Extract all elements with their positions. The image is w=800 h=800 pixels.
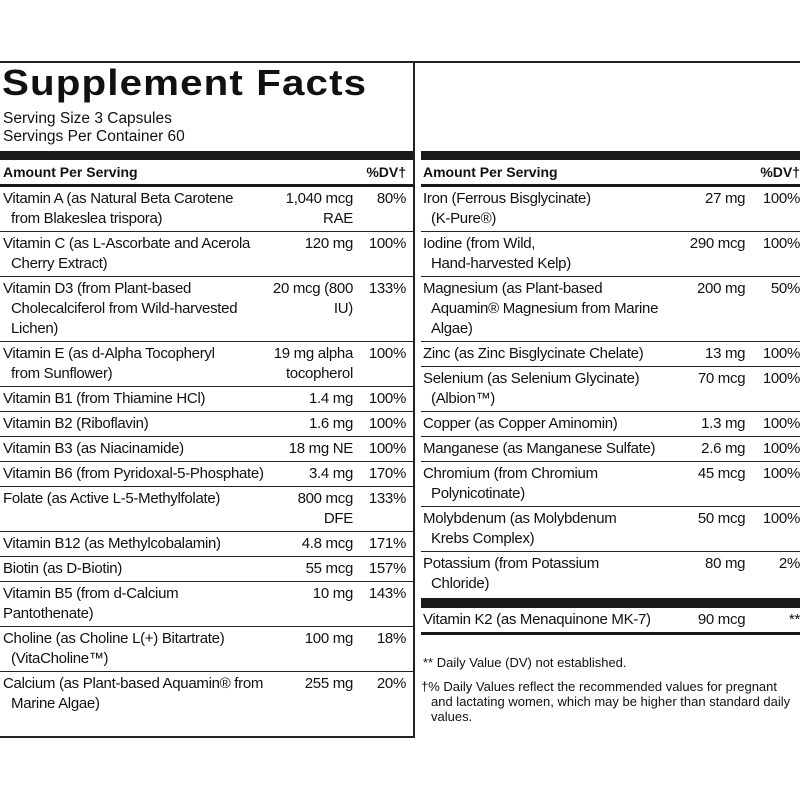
nutrient-row [0, 487, 413, 532]
nutrient-amount: 90 mcg [697, 611, 746, 628]
nutrient-row [0, 412, 413, 437]
servings-per-container: Servings Per Container 60 [3, 128, 185, 145]
nutrient-name: Iodine (from Wild, [423, 235, 536, 252]
nutrient-row [0, 462, 413, 487]
nutrient-name: Vitamin C (as L-Ascorbate and Acerola [3, 235, 251, 252]
nutrient-dv: 171% [368, 535, 406, 552]
nutrient-row [421, 412, 800, 437]
nutrient-row [0, 277, 413, 342]
nutrient-name: Chromium (from Chromium [423, 465, 598, 482]
nutrient-row [421, 367, 800, 412]
table-header [421, 160, 800, 187]
nutrient-name: Vitamin E (as d-Alpha Tocopheryl [3, 345, 215, 362]
nutrient-dv: 143% [368, 585, 406, 602]
nutrient-name-continued: Cholecalciferol from Wild-harvested Lichen) [11, 300, 238, 337]
nutrient-name: Calcium (as Plant-based Aquamin® from [3, 675, 264, 692]
nutrient-amount: 290 mcg [689, 235, 746, 252]
nutrient-dv: 2% [778, 555, 800, 572]
nutrient-amount: 13 mg [705, 345, 746, 362]
nutrient-dv: 100% [368, 440, 406, 457]
nutrient-amount: 18 mg NE [288, 440, 353, 457]
nutrient-row [0, 582, 413, 627]
nutrient-dv: 100% [762, 235, 800, 252]
nutrient-row [421, 342, 800, 367]
dv-header: %DV† [760, 164, 800, 180]
nutrient-dv: 50% [770, 280, 800, 297]
bottom-rule [0, 736, 415, 738]
nutrient-name: Vitamin D3 (from Plant-based [3, 280, 192, 297]
nutrient-name: Zinc (as Zinc Bisglycinate Chelate) [423, 345, 644, 362]
nutrient-row [0, 232, 413, 277]
nutrient-amount: 3.4 mg [308, 465, 353, 482]
nutrient-dv: 100% [762, 370, 800, 387]
nutrient-dv: 100% [368, 390, 406, 407]
nutrient-amount: 80 mg [705, 555, 746, 572]
nutrient-name: Vitamin B2 (Riboflavin) [3, 415, 149, 432]
nutrient-row [421, 232, 800, 277]
nutrient-name: Selenium (as Selenium Glycinate) [423, 370, 640, 387]
nutrient-name: Vitamin B12 (as Methylcobalamin) [3, 535, 221, 552]
nutrient-dv: 133% [368, 490, 406, 507]
nutrient-amount: 100 mg [304, 630, 353, 647]
thick-rule [421, 598, 800, 608]
nutrient-row [421, 462, 800, 507]
left-rows [0, 187, 413, 716]
nutrient-row [0, 532, 413, 557]
nutrient-name-continued: Hand-harvested Kelp) [431, 255, 571, 272]
nutrient-amount: 1,040 mcg RAE [285, 190, 353, 227]
nutrient-dv: 18% [376, 630, 406, 647]
nutrient-dv: 170% [368, 465, 406, 482]
nutrient-dv: 100% [762, 345, 800, 362]
nutrient-row [421, 187, 800, 232]
nutrient-amount: 10 mg [312, 585, 353, 602]
nutrient-row-k2 [421, 608, 800, 635]
nutrient-name-continued: from Blakeslea trispora) [11, 210, 163, 227]
nutrient-amount: 45 mcg [697, 465, 746, 482]
nutrient-dv: 100% [368, 235, 406, 252]
nutrient-dv: 100% [762, 465, 800, 482]
nutrient-name-continued: (VitaCholine™) [11, 650, 109, 667]
nutrient-row [421, 437, 800, 462]
left-nutrient-table [0, 151, 413, 716]
thick-rule [0, 151, 413, 160]
nutrient-name-continued: Polynicotinate) [431, 485, 525, 502]
nutrient-dv: 100% [762, 440, 800, 457]
nutrient-amount: 50 mcg [697, 510, 746, 527]
nutrient-row [421, 507, 800, 552]
nutrient-name: Choline (as Choline L(+) Bitartrate) [3, 630, 225, 647]
nutrient-amount: 2.6 mg [701, 440, 746, 457]
nutrient-row [0, 187, 413, 232]
nutrient-dv: 20% [376, 675, 406, 692]
nutrient-amount: 70 mcg [697, 370, 746, 387]
nutrient-amount: 800 mcg DFE [297, 490, 353, 527]
nutrient-name: Iron (Ferrous Bisglycinate) [423, 190, 591, 207]
footnote-dv-not-established: ** Daily Value (DV) not established. [423, 655, 627, 670]
nutrient-row [0, 672, 413, 716]
nutrient-name: Vitamin K2 (as Menaquinone MK-7) [423, 611, 651, 628]
nutrient-row [421, 277, 800, 342]
nutrient-name-continued: Cherry Extract) [11, 255, 108, 272]
nutrient-amount: 200 mg [697, 280, 746, 297]
nutrient-amount: 4.8 mcg [301, 535, 353, 552]
nutrient-name: Manganese (as Manganese Sulfate) [423, 440, 656, 457]
nutrient-amount: 1.3 mg [701, 415, 746, 432]
nutrient-dv: 133% [368, 280, 406, 297]
right-rows [421, 187, 800, 596]
nutrient-amount: 20 mcg (800 IU) [272, 280, 353, 317]
nutrient-amount: 27 mg [705, 190, 746, 207]
label-title: Supplement Facts [2, 62, 368, 103]
nutrient-amount: 1.6 mg [308, 415, 353, 432]
nutrient-name-continued: (K-Pure®) [431, 210, 497, 227]
nutrient-amount: 19 mg alpha tocopherol [273, 345, 353, 382]
nutrient-name: Vitamin A (as Natural Beta Carotene [3, 190, 234, 207]
nutrient-name: Vitamin B3 (as Niacinamide) [3, 440, 184, 457]
amount-header: Amount Per Serving [3, 164, 138, 180]
nutrient-amount: 120 mg [304, 235, 353, 252]
nutrient-name: Vitamin B5 (from d-Calcium Pantothenate) [3, 585, 179, 622]
dv-header: %DV† [366, 164, 406, 180]
nutrient-name-continued: Aquamin® Magnesium from Marine Algae) [431, 300, 659, 337]
nutrient-name: Potassium (from Potassium [423, 555, 599, 572]
nutrient-dv: 100% [368, 345, 406, 362]
nutrient-name: Vitamin B1 (from Thiamine HCl) [3, 390, 206, 407]
nutrient-amount: 1.4 mg [308, 390, 353, 407]
nutrient-name-continued: (Albion™) [431, 390, 495, 407]
nutrient-dv: 100% [762, 415, 800, 432]
serving-size: Serving Size 3 Capsules [3, 110, 172, 127]
nutrient-row [0, 437, 413, 462]
nutrient-row [0, 387, 413, 412]
nutrient-dv: 100% [368, 415, 406, 432]
nutrient-name-continued: Chloride) [431, 575, 490, 592]
table-header [0, 160, 413, 187]
nutrient-name: Vitamin B6 (from Pyridoxal-5-Phosphate) [3, 465, 264, 482]
nutrient-dv: ** [788, 611, 800, 628]
nutrient-row [421, 552, 800, 596]
nutrient-name-continued: Marine Algae) [11, 695, 100, 712]
nutrient-name-continued: from Sunflower) [11, 365, 113, 382]
nutrient-dv: 80% [376, 190, 406, 207]
nutrient-row [0, 342, 413, 387]
nutrient-row [0, 627, 413, 672]
footnote-dv-explanation: †% Daily Values reflect the recommended values for pregnant and lactating women, which may be higher than standard daily values. [421, 679, 791, 724]
nutrient-dv: 100% [762, 190, 800, 207]
nutrient-amount: 255 mg [304, 675, 353, 692]
nutrient-name: Magnesium (as Plant-based [423, 280, 603, 297]
nutrient-name: Biotin (as D-Biotin) [3, 560, 123, 577]
panel-divider [413, 61, 415, 738]
nutrient-dv: 100% [762, 510, 800, 527]
nutrient-row [0, 557, 413, 582]
thick-rule [421, 151, 800, 160]
nutrient-name-continued: Krebs Complex) [431, 530, 535, 547]
nutrient-amount: 55 mcg [305, 560, 353, 577]
nutrient-name: Molybdenum (as Molybdenum [423, 510, 617, 527]
nutrient-name: Copper (as Copper Aminomin) [423, 415, 618, 432]
right-nutrient-table [421, 151, 800, 724]
nutrient-dv: 157% [368, 560, 406, 577]
nutrient-name: Folate (as Active L-5-Methylfolate) [3, 490, 221, 507]
amount-header: Amount Per Serving [423, 164, 558, 180]
